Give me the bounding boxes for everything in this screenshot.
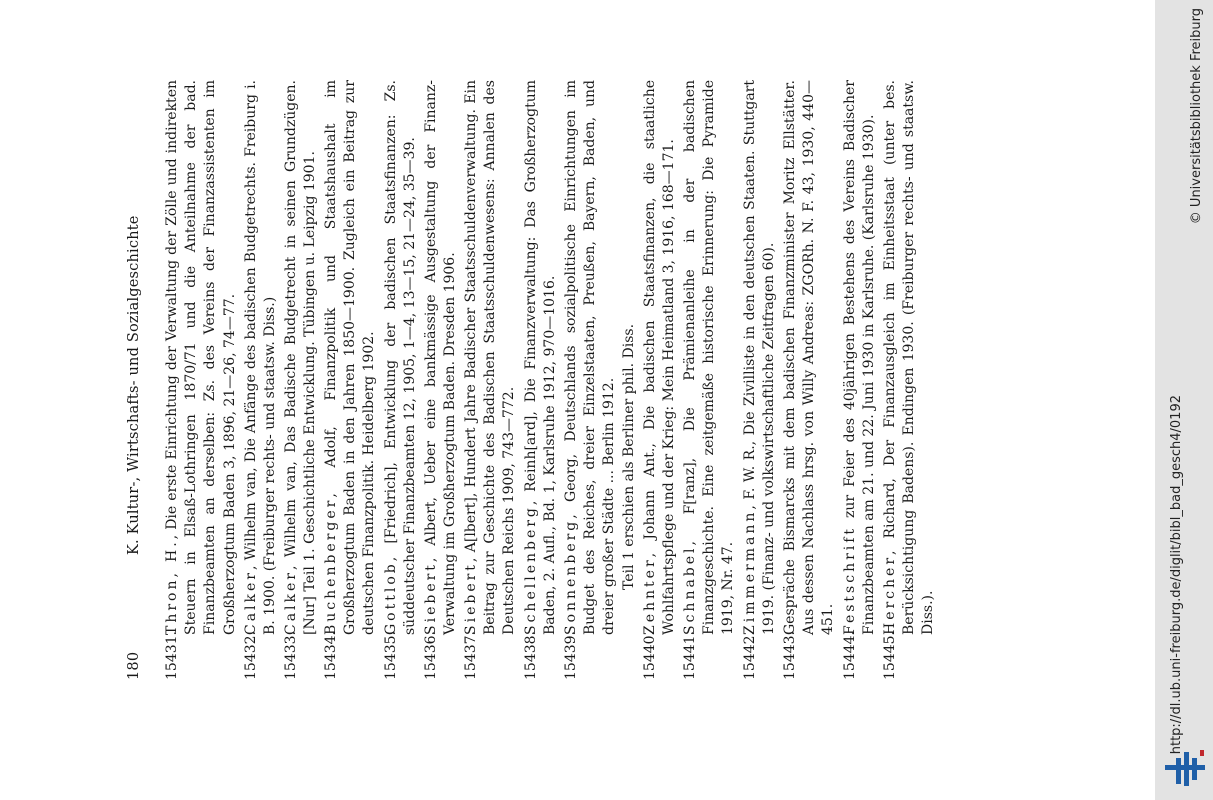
entry-author: Sonnenberg	[563, 518, 579, 635]
entry-citation: , Reinh[ard], Die Finanzverwaltung: Das Großherzogtum Baden, 2. Aufl., Bd. 1, Karlsruhe 1912, 970—1016.	[523, 80, 559, 635]
bibliography-entry	[163, 80, 240, 680]
entry-number: 15445.	[882, 631, 898, 680]
entry-citation: , Georg, Deutschlands sozialpolitische Einrichtungen im Budget des Reiches, dreier Einzelstaaten, Preußen, Bayern, Baden, und dreier großer Städte ... Berlin 1912.	[563, 80, 618, 635]
entry-number: 15437.	[463, 631, 479, 680]
entry-citation: , Albert, Ueber eine bankmässige Ausgestaltung der Finanz-Verwaltung im Großherzogtum Baden. Dresden 1906.	[423, 80, 459, 635]
entry-text	[322, 80, 380, 635]
entry-number: 15440.	[642, 631, 658, 680]
entry-citation: , Die erste Einrichtung der Verwaltung der Zölle und indirekten Steuern in Elsaß-Lothringen 1870/71 und die Anteilnahme der bad. Finanzbeamten an derselben: Zs. des Vereins der Finanzassistenten im Großherzogtum Baden 3, 1896, 21—26, 74—77.	[164, 80, 238, 635]
entry-text	[562, 80, 639, 635]
entry-number: 15434.	[323, 631, 339, 680]
entry-number: 15439.	[563, 631, 579, 680]
entry-author: Schellenberg	[523, 505, 539, 635]
entry-text	[781, 80, 839, 635]
entry-number: 15436.	[423, 631, 439, 680]
entry-author: Zehnter	[642, 557, 658, 635]
bibliography-entry	[881, 80, 939, 680]
bibliography-entry	[242, 80, 280, 680]
bibliography-entry	[741, 80, 779, 680]
entry-citation: , Adolf, Finanzpolitik und Staatshaushalt im Großherzogtum Baden in den Jahren 1850—1900. Zugleich ein Beitrag zur deutschen Finanzpolitik. Heidelberg 1902.	[323, 80, 378, 635]
entry-number: 15444.	[842, 631, 858, 680]
bibliography-entry	[781, 80, 839, 680]
entry-citation: , [Friedrich], Entwicklung der badischen Staatsfinanzen: Zs. süddeutscher Finanzbeamten 12, 1905, 1—4, 13—15, 21—24, 35—39.	[383, 80, 419, 635]
entry-author: Thron, H.	[164, 539, 180, 635]
entry-author: Siebert	[463, 562, 479, 635]
entry-number: 15435.	[383, 631, 399, 680]
entry-author: Festschrift	[842, 525, 858, 635]
page-header	[126, 80, 146, 680]
sidebar-text	[1163, 0, 1213, 800]
bibliography-entry	[382, 80, 420, 680]
bibliography-entry	[681, 80, 739, 680]
entry-citation: , Wilhelm van, Die Anfänge des badischen Budgetrechts. Freiburg i. B. 1900. (Freiburger rechts- und staatsw. Diss.)	[243, 80, 279, 635]
entry-author: Siebert	[423, 562, 439, 635]
bibliography-entry	[322, 80, 380, 680]
entry-citation: zur Feier des 40jährigen Bestehens des Vereins Badischer Finanzbeamten am 21. und 22. Juni 1930 in Karlsruhe. (Karlsruhe 1930).	[842, 80, 878, 635]
entry-text	[881, 80, 939, 635]
bibliography-entry	[522, 80, 560, 680]
entry-number: 15443.	[782, 631, 798, 680]
entry-author: Hercher	[882, 554, 898, 635]
entry-text	[163, 80, 240, 635]
entry-text	[741, 80, 779, 635]
entry-text	[462, 80, 520, 635]
bibliography-entry	[841, 80, 879, 680]
entry-citation: Gespräche Bismarcks mit dem badischen Finanzminister Moritz Ellstätter. Aus dessen Nachlass hrsg. von Willy Andreas: ZGORh. N. F. 43, 1930, 440—451.	[782, 80, 837, 635]
entry-number: 15433.	[283, 631, 299, 680]
bibliography-entry	[641, 80, 679, 680]
entry-citation: , Johann Ant., Die badischen Staatsfinanzen, die staatliche Wohlfahrtspflege und der Krieg: Mein Heimatland 3, 1916, 168—171.	[642, 80, 678, 635]
entry-number: 15441.	[682, 631, 698, 680]
entry-citation: , A[lbert], Hundert Jahre Badischer Staatsschuldenverwaltung. Ein Beitrag zur Geschichte des Badischen Staatsschuldenwesens: Annalen des Deutschen Reichs 1909, 743—772.	[463, 80, 518, 635]
entry-note: Teil 1 erschien als Berliner phil. Diss.	[620, 323, 637, 590]
entry-text	[681, 80, 739, 635]
entry-number: 15432.	[243, 631, 259, 680]
entry-citation: , F[ranz], Die Prämienanleihe in der badischen Finanzgeschichte. Eine zeitgemäße historische Erinnerung: Die Pyramide 1919, Nr. 47.	[682, 80, 737, 635]
entry-text	[641, 80, 679, 635]
entry-author: Zimmermann	[742, 509, 758, 635]
entry-text	[242, 80, 280, 635]
bibliography-entry	[422, 80, 460, 680]
entry-author: Buchenberger	[323, 497, 339, 635]
running-title: K. Kultur-, Wirtschafts- und Sozialgeschichte	[126, 215, 142, 555]
entry-citation: , F. W. R., Die Zivilliste in den deutschen Staaten. Stuttgart 1919. (Finanz- und volkswirtschaftliche Zeitfragen 60).	[742, 80, 778, 635]
bibliography-entry	[282, 80, 320, 680]
entry-author: Gottlob	[383, 561, 399, 635]
copyright-notice: © Universitätsbibliothek Freiburg	[1189, 8, 1204, 225]
entry-citation: , Richard, Der Finanzausgleich im Einheitsstaat (unter bes. Berücksichtigung Badens). Endingen 1930. (Freiburger rechts- und staatsw. Diss.).	[882, 80, 937, 635]
entry-number: 15431.	[164, 631, 180, 680]
entry-text	[282, 80, 320, 635]
ub-freiburg-logo-icon[interactable]	[1165, 748, 1205, 790]
entry-text	[422, 80, 460, 635]
bibliography-entry	[562, 80, 639, 680]
entry-author: Calker	[283, 570, 299, 635]
source-url-link[interactable]: http://dl.ub.uni-freiburg.de/diglit/bibl_bad_gesch4/0192	[1169, 395, 1184, 755]
entry-number: 15442.	[742, 631, 758, 680]
entry-text	[522, 80, 560, 635]
entry-author: Schnabel	[682, 545, 698, 635]
entry-number: 15438.	[523, 631, 539, 680]
bibliography-entry	[462, 80, 520, 680]
entry-text	[382, 80, 420, 635]
sidebar	[1155, 0, 1213, 800]
entry-text	[841, 80, 879, 635]
entry-author: Calker	[243, 570, 259, 635]
entry-citation: , Wilhelm van, Das Badische Budgetrecht in seinen Grundzügen. [Nur] Teil 1. Geschichtliche Entwicklung. Tübingen u. Leipzig 1901.	[283, 80, 319, 635]
page-number: 180	[126, 651, 142, 680]
